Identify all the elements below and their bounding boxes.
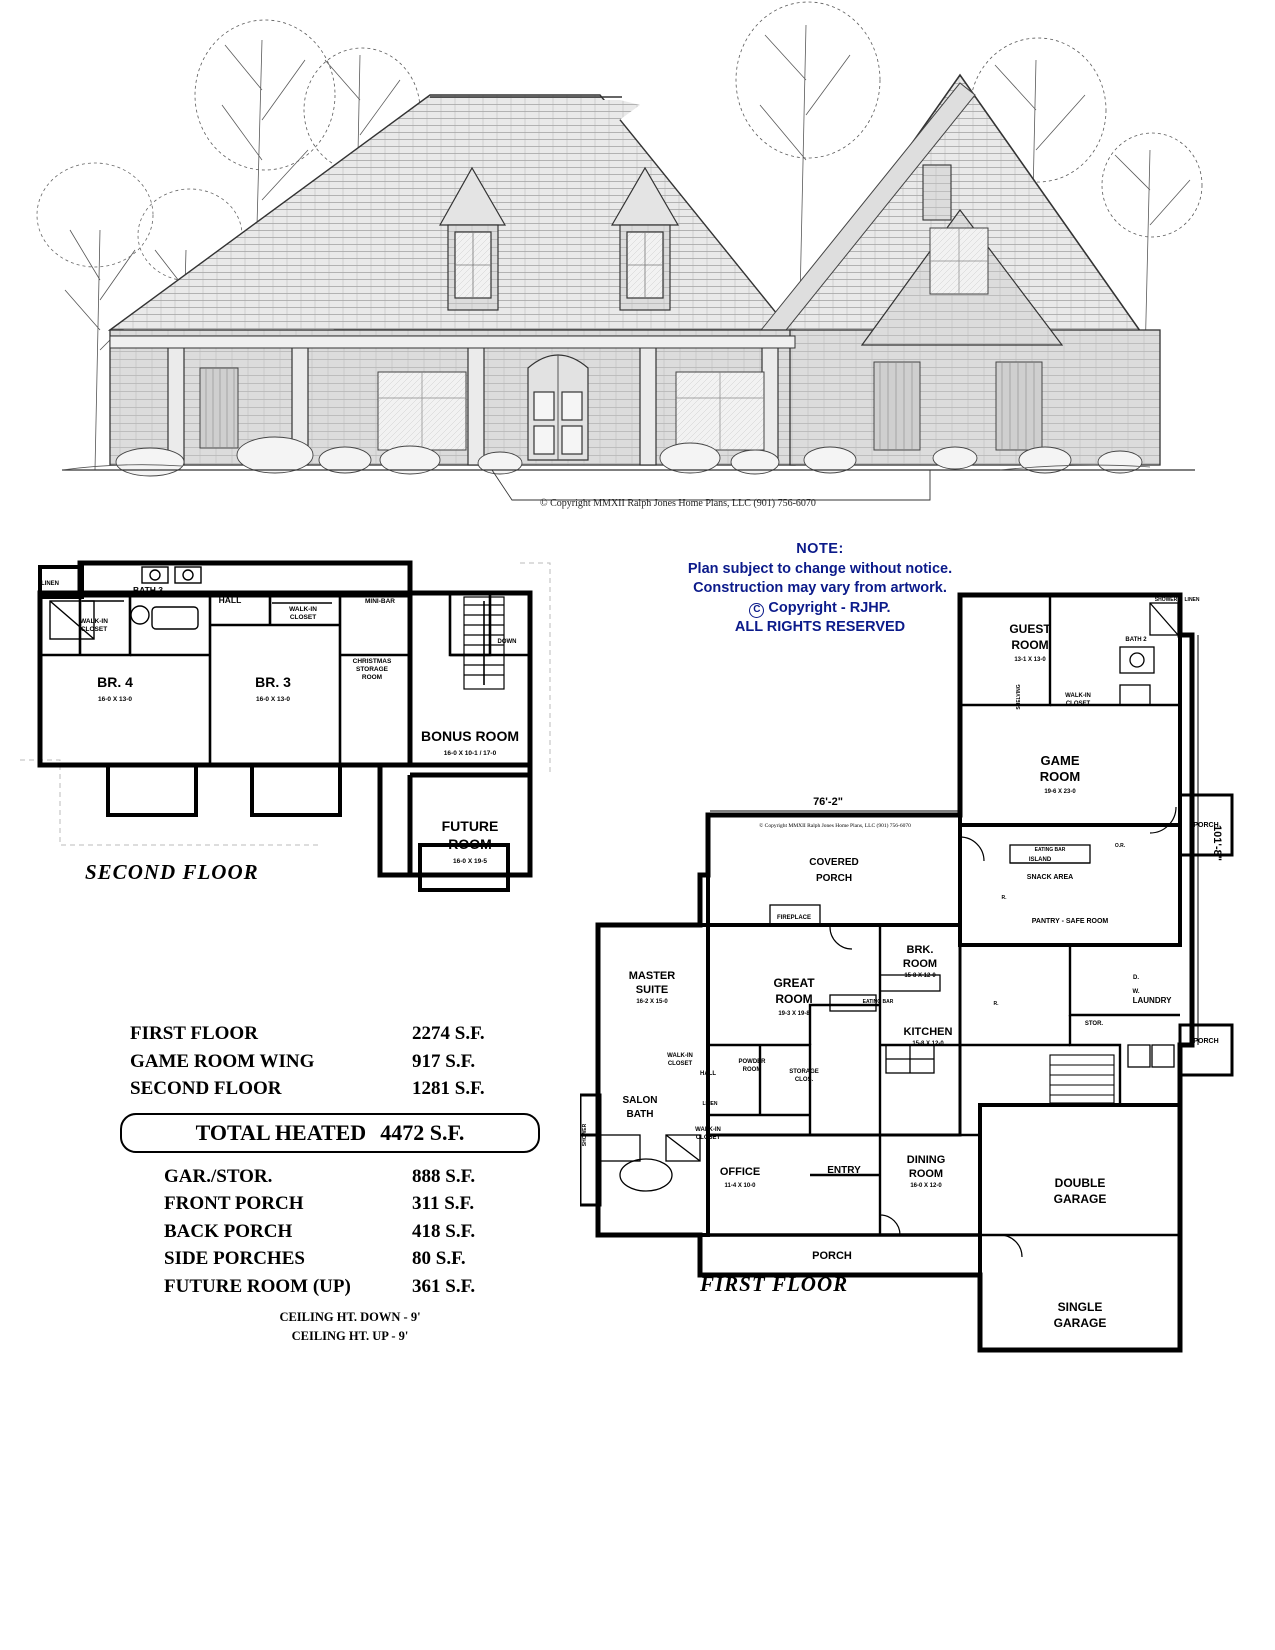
svg-text:EATING BAR: EATING BAR bbox=[862, 999, 894, 1005]
copyright-symbol-icon: C bbox=[749, 603, 764, 618]
svg-text:GREAT: GREAT bbox=[773, 976, 815, 990]
svg-text:KITCHEN: KITCHEN bbox=[903, 1026, 953, 1038]
svg-text:19-3 X 19-8: 19-3 X 19-8 bbox=[778, 1011, 810, 1017]
area-row bbox=[120, 1245, 540, 1273]
area-value: 80 S.F. bbox=[412, 1248, 466, 1270]
area-label: SECOND FLOOR bbox=[130, 1078, 282, 1100]
svg-text:STOR.: STOR. bbox=[1084, 1021, 1104, 1027]
svg-text:WALK-IN: WALK-IN bbox=[1065, 693, 1091, 699]
second-floor-label: SECOND FLOOR bbox=[85, 860, 259, 884]
svg-text:BATH 3: BATH 3 bbox=[132, 585, 164, 595]
dim-width-text: 76'-2" bbox=[813, 796, 843, 808]
svg-text:D.: D. bbox=[1133, 975, 1139, 981]
svg-text:ROOM: ROOM bbox=[1039, 769, 1081, 784]
svg-text:ROOM: ROOM bbox=[1011, 638, 1049, 652]
svg-text:GAME: GAME bbox=[1040, 753, 1080, 768]
svg-text:EATING BAR: EATING BAR bbox=[1034, 847, 1066, 853]
area-row bbox=[120, 1075, 540, 1103]
svg-text:ROOM: ROOM bbox=[902, 958, 938, 970]
svg-text:DINING: DINING bbox=[906, 1154, 946, 1166]
area-schedule bbox=[120, 1020, 540, 1346]
area-label: SIDE PORCHES bbox=[164, 1248, 305, 1270]
ceiling-height-down: CEILING HT. DOWN - 9' bbox=[279, 1310, 421, 1325]
svg-text:OFFICE: OFFICE bbox=[719, 1166, 761, 1178]
area-label: FUTURE ROOM (UP) bbox=[164, 1275, 351, 1297]
svg-text:STORAGE: STORAGE bbox=[355, 666, 389, 673]
svg-text:ROOM: ROOM bbox=[448, 836, 492, 852]
total-heated-box bbox=[120, 1113, 540, 1153]
svg-text:PORCH: PORCH bbox=[812, 1250, 852, 1262]
svg-text:CLOSET: CLOSET bbox=[695, 1135, 721, 1141]
svg-text:15-8 X 12-0: 15-8 X 12-0 bbox=[912, 1041, 944, 1047]
svg-text:16-0 X 10-1 / 17-0: 16-0 X 10-1 / 17-0 bbox=[443, 750, 497, 757]
svg-text:BR. 4: BR. 4 bbox=[97, 674, 133, 690]
svg-text:SALON: SALON bbox=[622, 1095, 658, 1106]
svg-text:ISLAND: ISLAND bbox=[1028, 857, 1052, 863]
elevation-copyright: © Copyright MMXII Ralph Jones Home Plans, LLC (901) 756-6070 bbox=[540, 498, 816, 509]
svg-text:GUEST: GUEST bbox=[1009, 622, 1051, 636]
area-value: 418 S.F. bbox=[412, 1220, 476, 1242]
svg-text:CLOSET: CLOSET bbox=[289, 614, 317, 621]
svg-text:BR. 3: BR. 3 bbox=[255, 674, 291, 690]
dim-depth-text: 101'-8" bbox=[1211, 825, 1223, 861]
svg-text:BONUS ROOM: BONUS ROOM bbox=[421, 728, 519, 744]
svg-text:ENTRY: ENTRY bbox=[827, 1165, 861, 1176]
svg-text:PORCH: PORCH bbox=[1193, 822, 1219, 829]
svg-text:DOWN: DOWN bbox=[497, 639, 517, 645]
svg-text:16-0 X 13-0: 16-0 X 13-0 bbox=[98, 696, 132, 703]
area-label: GAME ROOM WING bbox=[130, 1050, 315, 1072]
svg-text:SINGLE: SINGLE bbox=[1057, 1300, 1103, 1314]
svg-text:CHRISTMAS: CHRISTMAS bbox=[352, 658, 392, 665]
first-floor-plan bbox=[580, 575, 1260, 1365]
svg-text:WALK-IN: WALK-IN bbox=[695, 1127, 721, 1133]
svg-text:POWDER: POWDER bbox=[738, 1059, 766, 1065]
area-value: 917 S.F. bbox=[412, 1050, 476, 1072]
area-value: 1281 S.F. bbox=[412, 1078, 485, 1100]
svg-text:CLOSET: CLOSET bbox=[667, 1061, 693, 1067]
svg-text:FIREPLACE: FIREPLACE bbox=[776, 915, 812, 921]
svg-text:ROOM: ROOM bbox=[775, 992, 813, 1006]
svg-text:W.: W. bbox=[1132, 989, 1140, 995]
svg-text:SNACK AREA: SNACK AREA bbox=[1026, 874, 1074, 881]
svg-text:16-2 X 15-0: 16-2 X 15-0 bbox=[636, 999, 668, 1005]
area-value: 888 S.F. bbox=[412, 1165, 476, 1187]
svg-text:CLOSET: CLOSET bbox=[80, 626, 108, 633]
svg-text:LINEN: LINEN bbox=[41, 581, 59, 587]
area-label: FIRST FLOOR bbox=[130, 1023, 258, 1044]
area-row bbox=[120, 1048, 540, 1076]
note-title: NOTE: bbox=[796, 541, 844, 557]
footer bbox=[0, 1380, 1275, 1650]
svg-text:HALL: HALL bbox=[700, 1071, 716, 1077]
svg-text:LINEN: LINEN bbox=[1184, 597, 1200, 603]
svg-text:WALK-IN: WALK-IN bbox=[80, 618, 108, 625]
area-label: BACK PORCH bbox=[164, 1220, 293, 1242]
svg-text:PORCH: PORCH bbox=[815, 873, 853, 884]
svg-text:BATH: BATH bbox=[626, 1109, 654, 1120]
svg-text:16-0 X 12-0: 16-0 X 12-0 bbox=[910, 1183, 942, 1189]
front-elevation-drawing bbox=[0, 0, 1275, 525]
svg-text:BATH 2: BATH 2 bbox=[1125, 637, 1147, 643]
svg-text:PORCH: PORCH bbox=[1193, 1038, 1219, 1045]
svg-text:13-1 X 13-0: 13-1 X 13-0 bbox=[1014, 657, 1046, 663]
first-floor-label: FIRST FLOOR bbox=[700, 1272, 849, 1296]
area-row bbox=[120, 1218, 540, 1246]
svg-text:16-0 X 13-0: 16-0 X 13-0 bbox=[256, 696, 290, 703]
svg-text:19-6 X 23-0: 19-6 X 23-0 bbox=[1044, 789, 1076, 795]
svg-text:DOUBLE: DOUBLE bbox=[1054, 1176, 1106, 1190]
svg-text:SHELVING: SHELVING bbox=[1016, 684, 1022, 710]
area-label: GAR./STOR. bbox=[164, 1165, 273, 1187]
note-line-1: Plan subject to change without notice. bbox=[687, 560, 953, 577]
svg-text:PANTRY - SAFE ROOM: PANTRY - SAFE ROOM bbox=[1031, 918, 1109, 925]
svg-text:MASTER: MASTER bbox=[628, 970, 676, 982]
svg-text:CLOS.: CLOS. bbox=[794, 1077, 814, 1083]
svg-text:FUTURE: FUTURE bbox=[441, 818, 499, 834]
svg-text:GARAGE: GARAGE bbox=[1053, 1192, 1107, 1206]
svg-text:CLOSET: CLOSET bbox=[1065, 701, 1091, 707]
svg-text:SHOWER: SHOWER bbox=[582, 1123, 588, 1147]
svg-text:COVERED: COVERED bbox=[809, 857, 859, 868]
area-value: 2274 S.F. bbox=[412, 1023, 485, 1044]
area-value: 361 S.F. bbox=[412, 1275, 476, 1297]
svg-text:WALK-IN: WALK-IN bbox=[667, 1053, 693, 1059]
area-row bbox=[120, 1190, 540, 1218]
svg-text:WALK-IN: WALK-IN bbox=[289, 606, 317, 613]
svg-text:R.: R. bbox=[1001, 895, 1007, 901]
note-line-3: Copyright - RJHP. bbox=[768, 599, 891, 616]
svg-text:GARAGE: GARAGE bbox=[1053, 1316, 1107, 1330]
svg-text:SHOWER: SHOWER bbox=[1154, 597, 1178, 603]
area-label: FRONT PORCH bbox=[164, 1193, 304, 1215]
area-value: 311 S.F. bbox=[412, 1193, 475, 1215]
total-heated-value: 4472 S.F. bbox=[380, 1119, 465, 1145]
svg-text:LAUNDRY: LAUNDRY bbox=[1132, 996, 1172, 1005]
svg-text:LINEN: LINEN bbox=[702, 1101, 718, 1107]
svg-text:R.: R. bbox=[993, 1001, 999, 1007]
svg-text:SUITE: SUITE bbox=[635, 984, 669, 996]
note-line-4: ALL RIGHTS RESERVED bbox=[734, 619, 906, 636]
area-row bbox=[120, 1273, 540, 1301]
svg-text:ROOM: ROOM bbox=[742, 1067, 762, 1073]
svg-text:MINI-BAR: MINI-BAR bbox=[365, 598, 395, 605]
ceiling-height-up: CEILING HT. UP - 9' bbox=[291, 1329, 409, 1344]
svg-text:15-8 X 12-0: 15-8 X 12-0 bbox=[904, 973, 936, 979]
total-heated-label: TOTAL HEATED bbox=[195, 1119, 367, 1145]
area-row bbox=[120, 1020, 540, 1048]
svg-text:BRK.: BRK. bbox=[906, 944, 934, 956]
note-line-2: Construction may vary from artwork. bbox=[693, 580, 947, 597]
svg-text:11-4 X 10-0: 11-4 X 10-0 bbox=[724, 1183, 756, 1189]
svg-text:© Copyright MMXII Ralph Jones: © Copyright MMXII Ralph Jones Home Plans, LLC (901) 756-6070 bbox=[759, 823, 911, 829]
svg-text:STORAGE: STORAGE bbox=[789, 1069, 819, 1075]
svg-text:16-0 X 19-5: 16-0 X 19-5 bbox=[453, 858, 487, 865]
svg-text:ROOM: ROOM bbox=[908, 1168, 944, 1180]
svg-text:HALL: HALL bbox=[218, 595, 242, 605]
area-row bbox=[120, 1163, 540, 1191]
svg-text:ROOM: ROOM bbox=[361, 674, 383, 681]
svg-text:O.R.: O.R. bbox=[1114, 843, 1126, 849]
second-floor-plan bbox=[20, 545, 620, 1005]
